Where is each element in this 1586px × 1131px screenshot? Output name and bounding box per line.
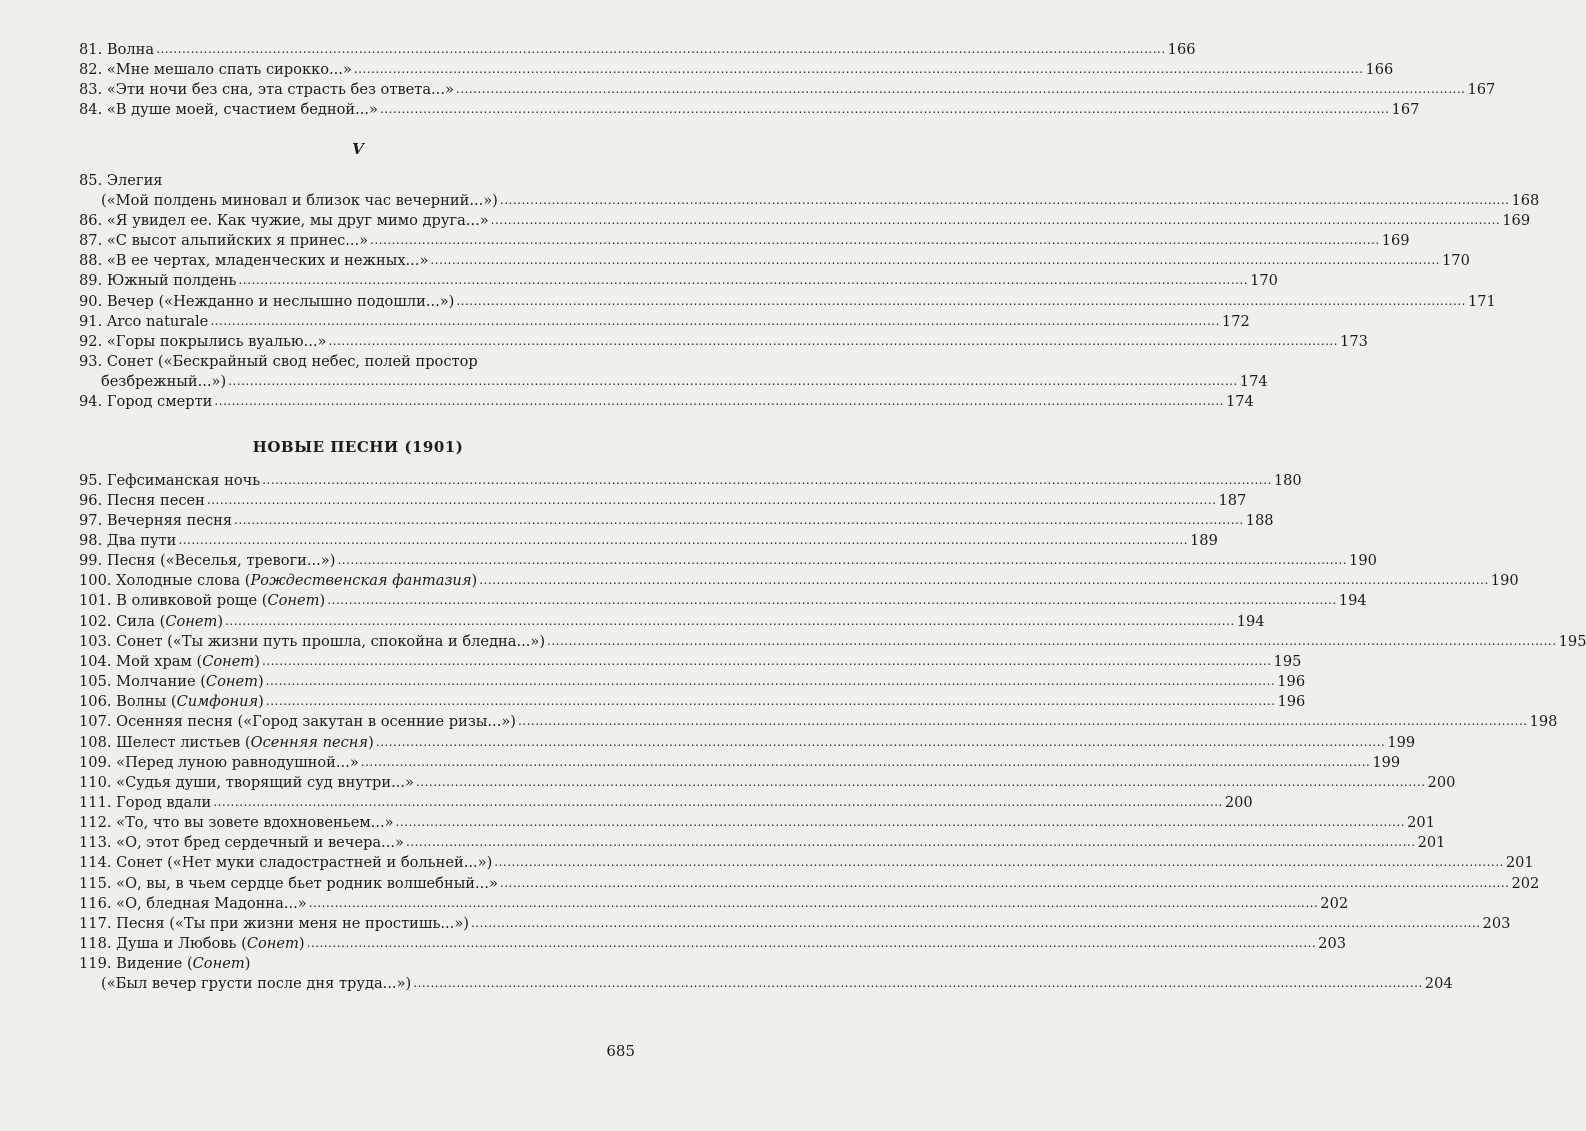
entry-page: 204 [1424,975,1453,993]
entry-title-italic: Симфония [176,693,259,711]
entry-title-italic: Рождественская фантазия [250,572,472,590]
toc-entry [79,100,1420,120]
entry-title [107,531,177,551]
leader-dots [328,331,1338,351]
toc-entry-93 [79,352,1268,392]
leader-dots [456,79,1466,99]
entry-page: 171 [1467,292,1496,310]
entry-page: 190 [1490,572,1519,590]
entry-title-tail: ) [298,935,305,953]
entry-title-text: «Я увидел ее. Как чужие, мы друг мимо друга...» [106,211,489,229]
leader-dots [214,391,1224,411]
entry-number: 98. [79,531,103,549]
entry-title-italic: Осенняя песня [250,733,369,751]
entry-page: 170 [1442,252,1470,270]
entry-title-text: Песня («Веселья, тревоги...») [106,552,336,570]
toc-group-v [79,211,1531,352]
entry-title-text: Шелест листьев ( [116,733,251,751]
leader-dots [239,270,1249,290]
leader-dots [500,190,1510,210]
entry-title-text: Душа и Любовь ( [116,935,247,953]
entry-title [116,591,325,611]
entry-title-text: Сила ( [116,612,166,630]
toc-group-iv-tail [79,40,1496,121]
entry-title-text: «В ее чертах, младенческих и нежных...» [106,252,429,270]
entry-title [107,551,336,571]
toc-entry [79,894,1349,914]
entry-number: 116. [79,894,112,912]
entry-number: 89. [79,272,103,290]
entry-number: 81. [79,41,103,58]
entry-number: 84. [79,101,103,119]
entry-page: 202 [1511,874,1540,892]
leader-dots [213,792,1223,812]
entry-title [107,312,208,332]
entry-page: 174 [1239,373,1268,391]
entry-title-italic: Сонет [205,673,258,691]
leader-dots [354,59,1364,79]
leader-dots [413,973,1423,993]
toc-entry [79,672,1306,692]
entry-page: 180 [1273,471,1302,489]
entry-page: 169 [1381,232,1410,250]
entry-title-text: Осенняя песня («Город закутан в осенние ризы...») [116,713,516,731]
entry-page: 200 [1224,794,1253,811]
leader-dots [500,873,1510,893]
entry-page: 174 [1225,393,1254,411]
toc-entry-119 [79,954,1453,994]
entry-title: Сонет («Бескрайный свод небес, полей простор [106,353,478,371]
entry-title [107,471,260,491]
entry-title-text: Мой храм ( [116,652,203,670]
entry-page: 173 [1340,332,1368,350]
toc-entry [79,753,1401,773]
leader-dots [396,812,1406,832]
entry-page: 198 [1529,713,1558,731]
entry-number: 106. [79,693,112,711]
entry-page: 194 [1236,612,1265,630]
entry-page: 170 [1250,272,1278,290]
entry-title-text: Молчание ( [116,673,206,691]
entry-title [107,491,205,511]
leader-dots [266,671,1276,691]
table-of-contents [79,40,1586,995]
entry-page: 190 [1349,552,1377,570]
entry-page: 199 [1372,753,1401,771]
entry-title [116,733,374,753]
toc-entry [79,471,1302,491]
entry-page: 187 [1218,491,1247,509]
entry-page: 166 [1167,41,1196,58]
toc-entry [79,934,1347,954]
entry-number: 112. [79,814,112,832]
toc-entry [79,231,1410,251]
entry-page: 203 [1482,914,1511,932]
entry-page: 194 [1338,592,1367,610]
entry-title-text: Гефсиманская ночь [106,471,261,489]
entry-number: 83. [79,81,103,99]
entry-title-italic: Сонет [202,652,255,670]
leader-dots [207,490,1217,510]
toc-entry [79,531,1218,551]
entry-number: 102. [79,612,112,630]
entry-title-text: «Мне мешало спать сирокко...» [106,61,352,79]
entry-title [116,914,469,934]
entry-title-text: Два пути [106,531,177,549]
toc-entry [79,491,1247,511]
entry-title [107,332,327,352]
entry-number: 85. [79,171,103,189]
section-heading-v: V [352,139,364,158]
entry-title-text: Сонет («Нет муки сладострастней и больней...») [116,854,493,872]
toc-entry [79,80,1496,100]
section-heading-new-songs: НОВЫЕ ПЕСНИ (1901) [252,437,464,456]
entry-page: 201 [1417,834,1446,852]
leader-dots [178,530,1188,550]
entry-title [116,692,264,712]
toc-entry [79,813,1435,833]
toc-entry [79,332,1368,352]
entry-page: 169 [1502,211,1531,229]
entry-page: 201 [1407,814,1435,832]
toc-entry [79,571,1519,591]
leader-dots [471,913,1481,933]
toc-entry [79,914,1511,934]
entry-number: 115. [79,874,112,892]
entry-number: 119. [79,955,112,973]
leader-dots [494,852,1504,872]
entry-title [116,612,223,632]
entry-title [116,652,260,672]
toc-entry [79,874,1540,894]
entry-number: 110. [79,773,112,791]
leader-dots [547,631,1557,651]
leader-dots [370,230,1380,250]
entry-title [116,833,404,853]
entry-title [116,874,498,894]
leader-dots [380,99,1390,119]
entry-title [116,894,307,914]
entry-title [107,271,237,291]
toc-entry [79,511,1274,531]
entry-page: 172 [1221,312,1250,330]
leader-dots [416,772,1426,792]
entry-number: 92. [79,332,103,350]
entry-title-text: Песня («Ты при жизни меня не простишь...») [116,914,469,932]
entry-number: 95. [79,471,103,489]
entry-page: 200 [1427,773,1456,791]
entry-title-text: Arco naturale [106,312,209,330]
leader-dots [262,651,1272,671]
entry-title [107,251,429,271]
entry-page: 201 [1505,854,1534,872]
entry-title [116,793,211,813]
leader-dots [376,732,1386,752]
leader-dots [309,893,1319,913]
toc-entry [79,692,1306,712]
entry-title-tail: ) [471,572,478,590]
entry-title-text: Волны ( [116,693,177,711]
entry-number: 111. [79,794,112,811]
toc-entry [79,853,1534,873]
toc-entry [79,251,1470,271]
entry-title-text: В оливковой роще ( [116,592,268,610]
entry-title [107,231,368,251]
entry-title-text: «О, вы, в чьем сердце бьет родник волшебный...» [116,874,498,892]
entry-title-text: «Судья души, творящий суд внутри...» [116,773,414,791]
entry-title: Элегия [106,171,163,189]
toc-entry [79,632,1586,652]
leader-dots [327,590,1337,610]
leader-dots [234,510,1244,530]
entry-number: 88. [79,252,103,270]
entry-title-text: Город вдали [116,794,212,811]
entry-number: 104. [79,652,112,670]
entry-page: 188 [1245,511,1274,529]
leader-dots [518,711,1528,731]
entry-title-text: Вечер («Нежданно и неслышно подошли...») [106,292,455,310]
toc-entry [79,60,1394,80]
entry-number: 114. [79,854,112,872]
entry-title-tail: ) [244,955,251,973]
entry-number: 90. [79,292,103,310]
entry-page: 203 [1318,935,1347,953]
entry-number: 117. [79,914,112,932]
entry-number: 96. [79,491,103,509]
entry-title-text: «О, бледная Мадонна...» [116,894,307,912]
entry-title-tail: ) [257,673,264,691]
entry-page: 199 [1387,733,1416,751]
entry-title-text: Песня песен [106,491,205,509]
leader-dots [479,570,1489,590]
entry-title-tail: ) [217,612,224,630]
entry-number: 86. [79,211,103,229]
entry-title-text: «Горы покрылись вуалью...» [106,332,327,350]
entry-page: 195 [1558,632,1586,650]
entry-number: 87. [79,232,103,250]
leader-dots [406,832,1416,852]
toc-entry [79,712,1558,732]
entry-page: 202 [1320,894,1349,912]
entry-page: 189 [1190,531,1218,549]
entry-title [107,211,489,231]
entry-title [116,672,264,692]
entry-title-italic: Сонет [192,955,245,973]
entry-title [116,571,477,591]
entry-title-text: «Эти ночи без сна, эта страсть без ответа...» [106,81,454,99]
leader-dots [210,311,1220,331]
leader-dots [456,291,1466,311]
entry-title [107,100,378,120]
entry-title [107,511,232,531]
entry-title [116,934,304,954]
toc-entry [79,833,1446,853]
toc-entry [79,40,1196,60]
toc-entry-94 [79,392,1254,412]
toc-entry [79,312,1250,332]
toc-group-new-songs [79,471,1586,955]
leader-dots [430,250,1440,270]
entry-title-text: «С высот альпийских я принес...» [106,232,369,250]
entry-title-text: «В душе моей, счастием бедной...» [106,101,378,119]
entry-page: 168 [1511,191,1540,209]
entry-number: 94. [79,393,103,411]
entry-title-continued: («Мой полдень миновал и близок час вечерний...») [101,191,498,209]
entry-title-tail: ) [254,652,260,670]
entry-title-italic: Сонет [165,612,218,630]
entry-number: 82. [79,61,103,79]
entry-number: 108. [79,733,112,751]
entry-title [116,632,545,652]
entry-number: 105. [79,673,112,691]
page-number: 685 [606,1042,635,1060]
entry-number: 118. [79,935,112,953]
entry-title [116,712,516,732]
entry-number: 109. [79,753,112,771]
entry-title [116,853,492,873]
entry-number: 93. [79,353,103,371]
entry-page: 196 [1277,693,1306,711]
toc-entry [79,793,1253,813]
leader-dots [361,752,1371,772]
entry-title-continued: («Был вечер грусти после дня труда...») [101,975,412,993]
entry-number: 100. [79,572,112,590]
entry-number: 99. [79,552,103,570]
entry-title-text: Южный полдень [106,272,237,290]
entry-number: 113. [79,834,112,852]
toc-entry [79,271,1278,291]
entry-page: 196 [1277,673,1306,691]
entry-title [116,813,393,833]
entry-title: Город смерти [106,393,213,411]
toc-entry [79,773,1456,793]
entry-number: 91. [79,312,103,330]
entry-title-continued: безбрежный...») [101,373,227,391]
entry-title [116,773,414,793]
entry-title-italic: Сонет [246,935,299,953]
entry-page: 167 [1391,101,1420,119]
entry-title-text: «То, что вы зовете вдохновеньем...» [116,814,394,832]
entry-number: 97. [79,511,103,529]
leader-dots [228,371,1238,391]
leader-dots [156,39,1166,59]
entry-title-tail: ) [319,592,326,610]
leader-dots [307,933,1317,953]
entry-title-text: «Перед луною равнодушной...» [116,753,359,771]
toc-entry [79,211,1531,231]
entry-title-text: Сонет («Ты жизни путь прошла, спокойна и бледна...») [116,632,546,650]
entry-number: 103. [79,632,112,650]
entry-title-text: Холодные слова ( [116,572,251,590]
entry-title-tail: ) [258,693,264,711]
toc-entry [79,591,1367,611]
entry-page: 166 [1365,61,1394,79]
entry-title-text: Вечерняя песня [106,511,233,529]
entry-title [107,80,454,100]
entry-number: 107. [79,713,112,731]
toc-entry [79,733,1416,753]
leader-dots [262,470,1272,490]
entry-title [107,40,154,60]
entry-title-tail: ) [368,733,374,751]
entry-title [107,292,455,312]
entry-page: 195 [1273,652,1302,670]
entry-title [107,60,352,80]
entry-title [116,753,359,773]
entry-page: 167 [1467,81,1496,99]
entry-title-text: Волна [106,41,155,58]
toc-entry [79,292,1496,312]
leader-dots [337,550,1347,570]
toc-entry-85 [79,171,1540,211]
entry-title-text: «О, этот бред сердечный и вечера...» [116,834,404,852]
toc-entry [79,652,1302,672]
entry-title-italic: Сонет [267,592,320,610]
toc-entry [79,612,1265,632]
leader-dots [225,611,1235,631]
leader-dots [491,210,1501,230]
entry-title: Видение ( [116,955,193,973]
toc-entry [79,551,1377,571]
leader-dots [266,691,1276,711]
entry-number: 101. [79,592,112,610]
